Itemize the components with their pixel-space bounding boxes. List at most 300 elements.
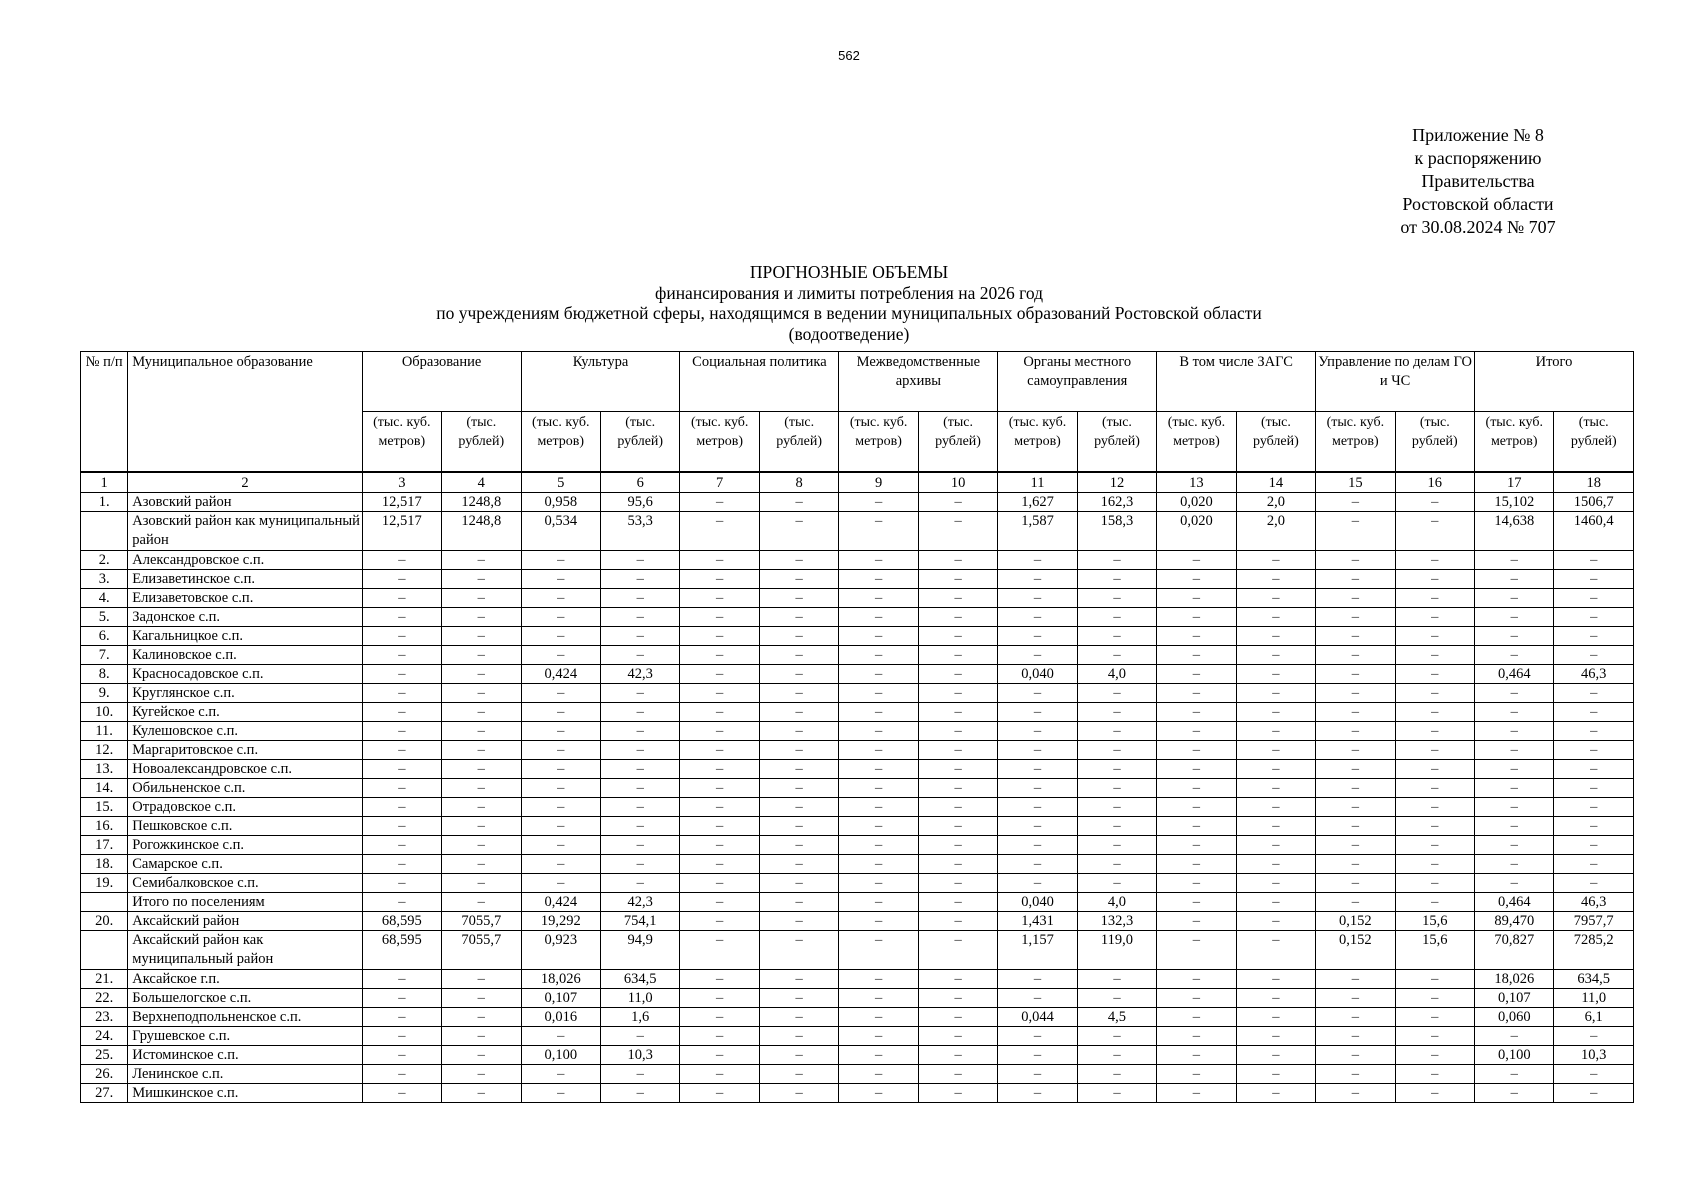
value-cell: – bbox=[759, 1046, 838, 1065]
header-column-number: 10 bbox=[918, 472, 997, 493]
table-row bbox=[81, 665, 1634, 684]
appendix-line: Ростовской области bbox=[1402, 194, 1554, 214]
value-cell: – bbox=[1316, 684, 1395, 703]
table-row bbox=[81, 1027, 1634, 1046]
value-cell: – bbox=[442, 570, 521, 589]
value-cell: – bbox=[1077, 874, 1156, 893]
value-cell: – bbox=[918, 779, 997, 798]
value-cell: – bbox=[600, 551, 679, 570]
value-cell: – bbox=[1395, 836, 1474, 855]
value-cell: – bbox=[998, 722, 1077, 741]
value-cell: – bbox=[442, 1027, 521, 1046]
value-cell: – bbox=[1077, 1065, 1156, 1084]
appendix-block bbox=[1368, 124, 1588, 239]
municipality-name: Задонское с.п. bbox=[128, 608, 362, 627]
value-cell: – bbox=[680, 646, 759, 665]
value-cell: – bbox=[839, 589, 918, 608]
value-cell: – bbox=[1236, 798, 1315, 817]
value-cell: – bbox=[1554, 703, 1634, 722]
value-cell: – bbox=[362, 970, 441, 989]
value-cell: – bbox=[362, 874, 441, 893]
value-cell: – bbox=[1395, 665, 1474, 684]
value-cell: – bbox=[442, 608, 521, 627]
value-cell: – bbox=[998, 970, 1077, 989]
value-cell: – bbox=[1077, 1027, 1156, 1046]
value-cell: – bbox=[839, 1027, 918, 1046]
value-cell: 0,016 bbox=[521, 1008, 600, 1027]
value-cell: – bbox=[1157, 1084, 1236, 1103]
value-cell: 0,107 bbox=[1475, 989, 1554, 1008]
value-cell: – bbox=[680, 855, 759, 874]
value-cell: 15,6 bbox=[1395, 931, 1474, 970]
value-cell: – bbox=[1316, 836, 1395, 855]
value-cell: – bbox=[1077, 970, 1156, 989]
value-cell: – bbox=[1316, 722, 1395, 741]
value-cell: 10,3 bbox=[1554, 1046, 1634, 1065]
value-cell: – bbox=[918, 760, 997, 779]
value-cell: – bbox=[1316, 665, 1395, 684]
value-cell: 1248,8 bbox=[442, 512, 521, 551]
value-cell: – bbox=[1157, 874, 1236, 893]
value-cell: – bbox=[1316, 874, 1395, 893]
row-number: 18. bbox=[81, 855, 128, 874]
value-cell: – bbox=[1554, 627, 1634, 646]
value-cell: – bbox=[1554, 855, 1634, 874]
value-cell: – bbox=[1077, 741, 1156, 760]
row-number: 11. bbox=[81, 722, 128, 741]
value-cell: – bbox=[998, 817, 1077, 836]
value-cell: – bbox=[1395, 589, 1474, 608]
header-column-number: 9 bbox=[839, 472, 918, 493]
value-cell: – bbox=[1236, 589, 1315, 608]
header-group: Культура bbox=[521, 352, 680, 412]
value-cell: – bbox=[759, 970, 838, 989]
value-cell: – bbox=[1077, 570, 1156, 589]
value-cell: – bbox=[759, 570, 838, 589]
appendix-line: от 30.08.2024 № 707 bbox=[1400, 217, 1556, 237]
value-cell: 1,157 bbox=[998, 931, 1077, 970]
value-cell: – bbox=[998, 741, 1077, 760]
value-cell: – bbox=[521, 1084, 600, 1103]
header-group: Образование bbox=[362, 352, 521, 412]
value-cell: – bbox=[1316, 1065, 1395, 1084]
value-cell: – bbox=[362, 627, 441, 646]
value-cell: – bbox=[600, 684, 679, 703]
value-cell: – bbox=[362, 551, 441, 570]
value-cell: 12,517 bbox=[362, 493, 441, 512]
value-cell: 1,6 bbox=[600, 1008, 679, 1027]
value-cell: – bbox=[521, 741, 600, 760]
value-cell: 53,3 bbox=[600, 512, 679, 551]
value-cell: – bbox=[1395, 970, 1474, 989]
value-cell: – bbox=[1157, 627, 1236, 646]
value-cell: – bbox=[998, 627, 1077, 646]
header-municipality: Муниципальное образование bbox=[128, 352, 362, 473]
value-cell: – bbox=[918, 493, 997, 512]
value-cell: 0,152 bbox=[1316, 931, 1395, 970]
value-cell: – bbox=[600, 1065, 679, 1084]
value-cell: – bbox=[918, 855, 997, 874]
value-cell: 18,026 bbox=[521, 970, 600, 989]
value-cell: – bbox=[998, 1065, 1077, 1084]
value-cell: – bbox=[1077, 684, 1156, 703]
value-cell: – bbox=[1475, 798, 1554, 817]
municipality-name: Калиновское с.п. bbox=[128, 646, 362, 665]
header-unit: (тыс. куб. метров) bbox=[521, 412, 600, 473]
value-cell: – bbox=[1236, 817, 1315, 836]
value-cell: 0,464 bbox=[1475, 665, 1554, 684]
value-cell: – bbox=[759, 1008, 838, 1027]
value-cell: – bbox=[680, 684, 759, 703]
value-cell: 634,5 bbox=[600, 970, 679, 989]
municipality-name: Елизаветинское с.п. bbox=[128, 570, 362, 589]
value-cell: – bbox=[1077, 760, 1156, 779]
value-cell: – bbox=[680, 1046, 759, 1065]
value-cell: – bbox=[918, 1065, 997, 1084]
value-cell: 132,3 bbox=[1077, 912, 1156, 931]
title-line: (водоотведение) bbox=[788, 323, 910, 344]
value-cell: – bbox=[998, 1084, 1077, 1103]
table-row bbox=[81, 570, 1634, 589]
value-cell: – bbox=[442, 1065, 521, 1084]
value-cell: 15,6 bbox=[1395, 912, 1474, 931]
value-cell: – bbox=[600, 608, 679, 627]
value-cell: – bbox=[1236, 608, 1315, 627]
value-cell: 1,587 bbox=[998, 512, 1077, 551]
value-cell: – bbox=[1554, 570, 1634, 589]
value-cell: – bbox=[918, 646, 997, 665]
value-cell: – bbox=[1316, 551, 1395, 570]
value-cell: – bbox=[1236, 970, 1315, 989]
value-cell: – bbox=[759, 684, 838, 703]
value-cell: – bbox=[1395, 1046, 1474, 1065]
value-cell: – bbox=[442, 589, 521, 608]
value-cell: – bbox=[1236, 893, 1315, 912]
table-row bbox=[81, 1046, 1634, 1065]
value-cell: – bbox=[1236, 836, 1315, 855]
value-cell: – bbox=[521, 760, 600, 779]
value-cell: – bbox=[998, 608, 1077, 627]
value-cell: – bbox=[362, 1084, 441, 1103]
row-number: 24. bbox=[81, 1027, 128, 1046]
table-row bbox=[81, 627, 1634, 646]
header-group: Органы местного самоуправления bbox=[998, 352, 1157, 412]
municipality-name: Аксайский район bbox=[128, 912, 362, 931]
value-cell: – bbox=[1236, 722, 1315, 741]
value-cell: – bbox=[1554, 646, 1634, 665]
value-cell: – bbox=[839, 855, 918, 874]
value-cell: – bbox=[1475, 646, 1554, 665]
table-row bbox=[81, 551, 1634, 570]
value-cell: – bbox=[1316, 855, 1395, 874]
value-cell: – bbox=[680, 1027, 759, 1046]
row-number bbox=[81, 931, 128, 970]
value-cell: – bbox=[1475, 1084, 1554, 1103]
value-cell: 95,6 bbox=[600, 493, 679, 512]
value-cell: – bbox=[759, 1027, 838, 1046]
value-cell: – bbox=[521, 589, 600, 608]
value-cell: – bbox=[918, 551, 997, 570]
value-cell: – bbox=[521, 722, 600, 741]
value-cell: – bbox=[362, 817, 441, 836]
value-cell: – bbox=[759, 798, 838, 817]
value-cell: – bbox=[1316, 741, 1395, 760]
value-cell: – bbox=[680, 589, 759, 608]
value-cell: – bbox=[1316, 760, 1395, 779]
value-cell: – bbox=[918, 798, 997, 817]
value-cell: – bbox=[521, 836, 600, 855]
value-cell: 0,040 bbox=[998, 665, 1077, 684]
value-cell: – bbox=[998, 874, 1077, 893]
value-cell: – bbox=[839, 931, 918, 970]
header-column-number: 6 bbox=[600, 472, 679, 493]
value-cell: – bbox=[600, 1027, 679, 1046]
value-cell: – bbox=[1554, 684, 1634, 703]
value-cell: – bbox=[1475, 855, 1554, 874]
value-cell: – bbox=[998, 989, 1077, 1008]
value-cell: – bbox=[1316, 512, 1395, 551]
value-cell: – bbox=[362, 570, 441, 589]
value-cell: – bbox=[680, 798, 759, 817]
row-number: 27. bbox=[81, 1084, 128, 1103]
value-cell: – bbox=[1077, 608, 1156, 627]
value-cell: – bbox=[362, 608, 441, 627]
row-number: 15. bbox=[81, 798, 128, 817]
row-number: 26. bbox=[81, 1065, 128, 1084]
table-row bbox=[81, 493, 1634, 512]
value-cell: – bbox=[1395, 989, 1474, 1008]
value-cell: – bbox=[521, 874, 600, 893]
value-cell: – bbox=[600, 627, 679, 646]
value-cell: – bbox=[1157, 893, 1236, 912]
value-cell: – bbox=[442, 1084, 521, 1103]
value-cell: – bbox=[839, 703, 918, 722]
value-cell: 10,3 bbox=[600, 1046, 679, 1065]
value-cell: – bbox=[1475, 1065, 1554, 1084]
value-cell: – bbox=[442, 817, 521, 836]
value-cell: – bbox=[1554, 817, 1634, 836]
value-cell: – bbox=[918, 817, 997, 836]
value-cell: 0,923 bbox=[521, 931, 600, 970]
header-unit: (тыс. куб. метров) bbox=[998, 412, 1077, 473]
value-cell: – bbox=[442, 836, 521, 855]
value-cell: – bbox=[759, 931, 838, 970]
table-row bbox=[81, 874, 1634, 893]
value-cell: – bbox=[839, 646, 918, 665]
row-number: 19. bbox=[81, 874, 128, 893]
value-cell: – bbox=[680, 551, 759, 570]
value-cell: – bbox=[1395, 1008, 1474, 1027]
value-cell: – bbox=[442, 665, 521, 684]
table-row bbox=[81, 836, 1634, 855]
value-cell: – bbox=[759, 551, 838, 570]
value-cell: – bbox=[1157, 760, 1236, 779]
value-cell: – bbox=[680, 817, 759, 836]
value-cell: – bbox=[1475, 570, 1554, 589]
value-cell: – bbox=[839, 912, 918, 931]
header-column-number: 5 bbox=[521, 472, 600, 493]
value-cell: – bbox=[918, 703, 997, 722]
value-cell: – bbox=[1236, 570, 1315, 589]
value-cell: 42,3 bbox=[600, 665, 679, 684]
value-cell: – bbox=[1157, 646, 1236, 665]
value-cell: – bbox=[839, 570, 918, 589]
value-cell: 12,517 bbox=[362, 512, 441, 551]
value-cell: – bbox=[600, 760, 679, 779]
value-cell: – bbox=[1316, 493, 1395, 512]
value-cell: 1460,4 bbox=[1554, 512, 1634, 551]
table-row bbox=[81, 589, 1634, 608]
value-cell: – bbox=[1157, 836, 1236, 855]
value-cell: 46,3 bbox=[1554, 665, 1634, 684]
value-cell: – bbox=[1157, 931, 1236, 970]
value-cell: 11,0 bbox=[600, 989, 679, 1008]
value-cell: – bbox=[1236, 646, 1315, 665]
value-cell: – bbox=[362, 893, 441, 912]
value-cell: – bbox=[442, 722, 521, 741]
value-cell: – bbox=[521, 627, 600, 646]
value-cell: – bbox=[600, 874, 679, 893]
value-cell: – bbox=[918, 570, 997, 589]
municipality-name: Пешковское с.п. bbox=[128, 817, 362, 836]
value-cell: – bbox=[1395, 608, 1474, 627]
value-cell: – bbox=[1157, 798, 1236, 817]
row-number: 21. bbox=[81, 970, 128, 989]
row-number: 5. bbox=[81, 608, 128, 627]
value-cell: – bbox=[1395, 741, 1474, 760]
value-cell: 1,431 bbox=[998, 912, 1077, 931]
value-cell: – bbox=[1157, 989, 1236, 1008]
value-cell: – bbox=[442, 855, 521, 874]
value-cell: – bbox=[1475, 836, 1554, 855]
table-row bbox=[81, 608, 1634, 627]
municipality-name: Истоминское с.п. bbox=[128, 1046, 362, 1065]
municipality-name: Большелогское с.п. bbox=[128, 989, 362, 1008]
value-cell: – bbox=[1554, 798, 1634, 817]
value-cell: – bbox=[680, 1084, 759, 1103]
value-cell: – bbox=[442, 798, 521, 817]
value-cell: – bbox=[1475, 627, 1554, 646]
value-cell: – bbox=[1236, 855, 1315, 874]
municipality-name: Отрадовское с.п. bbox=[128, 798, 362, 817]
value-cell: – bbox=[1157, 1065, 1236, 1084]
value-cell: 19,292 bbox=[521, 912, 600, 931]
table-row bbox=[81, 512, 1634, 551]
row-number: 23. bbox=[81, 1008, 128, 1027]
value-cell: – bbox=[442, 1008, 521, 1027]
value-cell: – bbox=[998, 779, 1077, 798]
value-cell: – bbox=[998, 760, 1077, 779]
value-cell: – bbox=[839, 684, 918, 703]
value-cell: 15,102 bbox=[1475, 493, 1554, 512]
value-cell: – bbox=[442, 627, 521, 646]
value-cell: – bbox=[1475, 589, 1554, 608]
value-cell: – bbox=[1395, 1084, 1474, 1103]
value-cell: – bbox=[521, 798, 600, 817]
value-cell: – bbox=[680, 512, 759, 551]
value-cell: – bbox=[1554, 874, 1634, 893]
value-cell: – bbox=[362, 1046, 441, 1065]
value-cell: – bbox=[1236, 1065, 1315, 1084]
header-no: № п/п bbox=[81, 352, 128, 473]
value-cell: – bbox=[1077, 646, 1156, 665]
value-cell: – bbox=[680, 970, 759, 989]
header-group: Межведомственные архивы bbox=[839, 352, 998, 412]
value-cell: – bbox=[839, 798, 918, 817]
value-cell: – bbox=[918, 836, 997, 855]
value-cell: – bbox=[1157, 570, 1236, 589]
header-column-number: 4 bbox=[442, 472, 521, 493]
value-cell: – bbox=[839, 1065, 918, 1084]
value-cell: – bbox=[1157, 684, 1236, 703]
value-cell: – bbox=[362, 665, 441, 684]
value-cell: – bbox=[759, 817, 838, 836]
value-cell: 0,044 bbox=[998, 1008, 1077, 1027]
row-number: 10. bbox=[81, 703, 128, 722]
value-cell: – bbox=[521, 570, 600, 589]
value-cell: – bbox=[442, 779, 521, 798]
value-cell: – bbox=[839, 551, 918, 570]
value-cell: – bbox=[521, 703, 600, 722]
value-cell: – bbox=[839, 1084, 918, 1103]
value-cell: – bbox=[680, 493, 759, 512]
value-cell: 6,1 bbox=[1554, 1008, 1634, 1027]
value-cell: – bbox=[521, 608, 600, 627]
value-cell: – bbox=[1475, 684, 1554, 703]
value-cell: – bbox=[1157, 665, 1236, 684]
municipality-name: Азовский район bbox=[128, 493, 362, 512]
value-cell: – bbox=[1554, 722, 1634, 741]
value-cell: 68,595 bbox=[362, 912, 441, 931]
table-row bbox=[81, 912, 1634, 931]
value-cell: – bbox=[1554, 608, 1634, 627]
value-cell: – bbox=[1554, 589, 1634, 608]
value-cell: – bbox=[680, 722, 759, 741]
value-cell: – bbox=[600, 589, 679, 608]
value-cell: 7957,7 bbox=[1554, 912, 1634, 931]
value-cell: – bbox=[442, 893, 521, 912]
value-cell: – bbox=[1554, 1084, 1634, 1103]
value-cell: – bbox=[759, 646, 838, 665]
document-title bbox=[0, 262, 1698, 344]
value-cell: – bbox=[1554, 1027, 1634, 1046]
value-cell: – bbox=[1077, 1046, 1156, 1065]
value-cell: – bbox=[1475, 551, 1554, 570]
value-cell: – bbox=[1316, 608, 1395, 627]
value-cell: – bbox=[1077, 817, 1156, 836]
value-cell: – bbox=[998, 1046, 1077, 1065]
header-column-number: 13 bbox=[1157, 472, 1236, 493]
value-cell: – bbox=[680, 570, 759, 589]
value-cell: 11,0 bbox=[1554, 989, 1634, 1008]
value-cell: – bbox=[998, 1027, 1077, 1046]
municipality-name: Обильненское с.п. bbox=[128, 779, 362, 798]
value-cell: – bbox=[1236, 874, 1315, 893]
value-cell: – bbox=[1395, 512, 1474, 551]
value-cell: – bbox=[918, 684, 997, 703]
municipality-name: Мишкинское с.п. bbox=[128, 1084, 362, 1103]
header-unit: (тыс. куб. метров) bbox=[680, 412, 759, 473]
value-cell: – bbox=[521, 684, 600, 703]
value-cell: – bbox=[362, 1008, 441, 1027]
value-cell: – bbox=[1236, 1027, 1315, 1046]
value-cell: – bbox=[362, 1027, 441, 1046]
municipality-name: Кулешовское с.п. bbox=[128, 722, 362, 741]
value-cell: – bbox=[1395, 893, 1474, 912]
value-cell: 0,424 bbox=[521, 665, 600, 684]
value-cell: – bbox=[1157, 855, 1236, 874]
value-cell: – bbox=[521, 1027, 600, 1046]
